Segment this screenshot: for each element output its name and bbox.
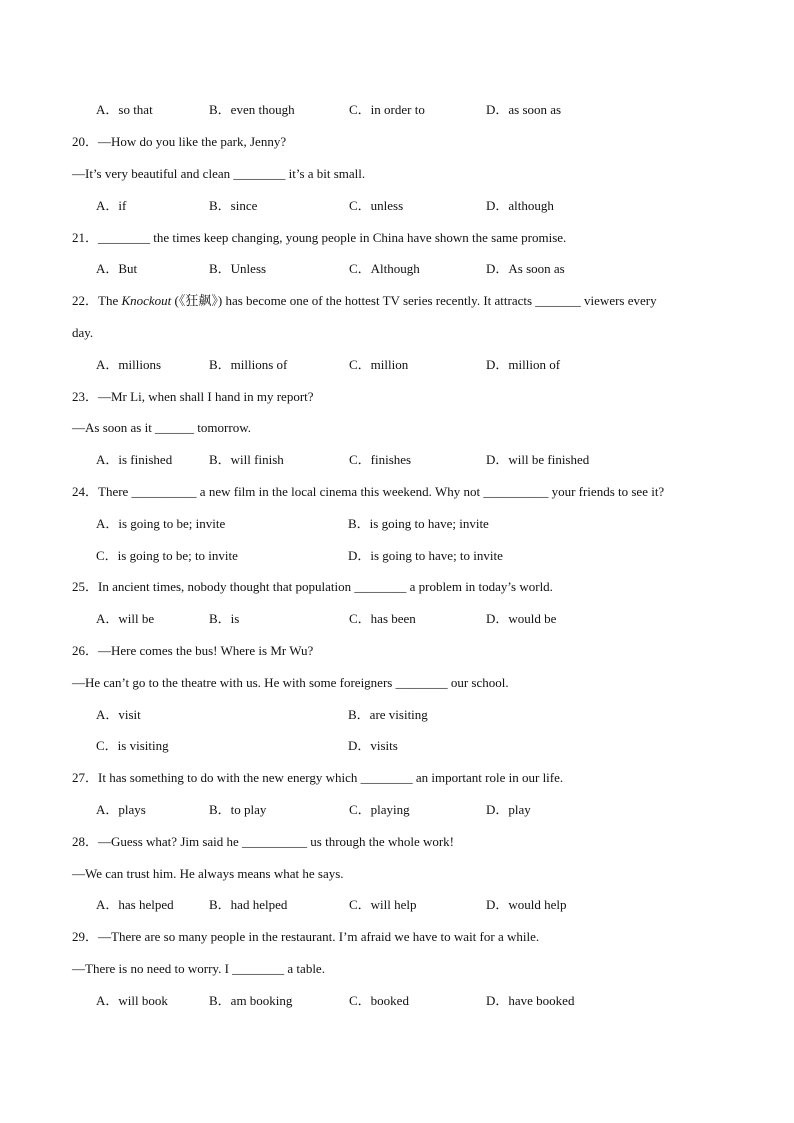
q19-options: [96, 101, 736, 119]
q19-option-b[interactable]: B．even though: [209, 102, 295, 117]
q21-option-d[interactable]: D．As soon as: [486, 261, 565, 276]
q22-option-d[interactable]: D．million of: [486, 357, 561, 372]
q28-stem: 28．—Guess what? Jim said he __________ us through the whole work!: [72, 834, 455, 849]
q22-option-a[interactable]: A．millions: [96, 357, 162, 372]
q25-option-d[interactable]: D．would be: [486, 611, 557, 626]
q29-option-d[interactable]: D．have booked: [486, 993, 575, 1008]
q21-options: [96, 260, 736, 278]
q25-options: [96, 610, 736, 628]
q28-option-b[interactable]: B．had helped: [209, 897, 288, 912]
q22-stem-continued: day.: [72, 325, 94, 340]
q24-option-d[interactable]: D．is going to have; to invite: [348, 548, 503, 563]
q29-option-b[interactable]: B．am booking: [209, 993, 293, 1008]
q25-option-b[interactable]: B．is: [209, 611, 240, 626]
q19-option-c[interactable]: C．in order to: [349, 102, 425, 117]
q27-options: [96, 801, 736, 819]
q22-stem: [72, 292, 657, 310]
q22-stem-post: (《狂飙》) has become one of the hottest TV series recently. It attracts _______ viewers every: [171, 293, 657, 308]
q26-options-row1: [96, 706, 736, 724]
q25-option-c[interactable]: C．has been: [349, 611, 416, 626]
q23-option-a[interactable]: A．is finished: [96, 452, 173, 467]
q20-option-d[interactable]: D．although: [486, 198, 554, 213]
q20-stem: 20．—How do you like the park, Jenny?: [72, 134, 287, 149]
q26-option-c[interactable]: C．is visiting: [96, 738, 169, 753]
q25-stem: 25．In ancient times, nobody thought that population ________ a problem in today’s world.: [72, 579, 553, 594]
q20-option-c[interactable]: C．unless: [349, 198, 404, 213]
q28-option-a[interactable]: A．has helped: [96, 897, 174, 912]
q26-option-d[interactable]: D．visits: [348, 738, 398, 753]
q22-stem-italic: Knockout: [121, 293, 172, 308]
q28-options: [96, 896, 736, 914]
q29-stem-response: —There is no need to worry. I ________ a table.: [72, 961, 325, 976]
q27-option-c[interactable]: C．playing: [349, 802, 410, 817]
q23-stem-response: —As soon as it ______ tomorrow.: [72, 420, 251, 435]
q22-option-b[interactable]: B．millions of: [209, 357, 288, 372]
q21-option-c[interactable]: C．Although: [349, 261, 420, 276]
q22-stem-pre: 22．The: [72, 293, 122, 308]
q21-stem: 21．________ the times keep changing, young people in China have shown the same promise.: [72, 230, 567, 245]
q19-option-d[interactable]: D．as soon as: [486, 102, 562, 117]
q20-options: [96, 197, 736, 215]
q26-option-b[interactable]: B．are visiting: [348, 707, 428, 722]
q26-stem-response: —He can’t go to the theatre with us. He with some foreigners ________ our school.: [72, 675, 509, 690]
q29-option-a[interactable]: A．will book: [96, 993, 168, 1008]
q28-option-d[interactable]: D．would help: [486, 897, 567, 912]
q23-option-d[interactable]: D．will be finished: [486, 452, 590, 467]
q20-stem-response: —It’s very beautiful and clean ________ it’s a bit small.: [72, 166, 366, 181]
q26-option-a[interactable]: A．visit: [96, 707, 141, 722]
q24-option-a[interactable]: A．is going to be; invite: [96, 516, 226, 531]
q28-option-c[interactable]: C．will help: [349, 897, 417, 912]
q29-option-c[interactable]: C．booked: [349, 993, 409, 1008]
q24-option-b[interactable]: B．is going to have; invite: [348, 516, 489, 531]
q24-option-c[interactable]: C．is going to be; to invite: [96, 548, 238, 563]
q26-options-row2: [96, 737, 736, 755]
q29-options: [96, 992, 736, 1010]
q23-options: [96, 451, 736, 469]
q24-options-row1: [96, 515, 736, 533]
q20-option-a[interactable]: A．if: [96, 198, 127, 213]
q19-option-a[interactable]: A．so that: [96, 102, 153, 117]
q20-option-b[interactable]: B．since: [209, 198, 258, 213]
q26-stem: 26．—Here comes the bus! Where is Mr Wu?: [72, 643, 314, 658]
q27-option-d[interactable]: D．play: [486, 802, 531, 817]
q21-option-b[interactable]: B．Unless: [209, 261, 267, 276]
q23-stem: 23．—Mr Li, when shall I hand in my report?: [72, 389, 314, 404]
q21-option-a[interactable]: A．But: [96, 261, 138, 276]
q27-stem: 27．It has something to do with the new energy which ________ an important role in our life.: [72, 770, 564, 785]
q25-option-a[interactable]: A．will be: [96, 611, 155, 626]
q22-options: [96, 356, 736, 374]
q24-stem: 24．There __________ a new film in the local cinema this weekend. Why not __________ your friends to see it?: [72, 484, 665, 499]
q28-stem-response: —We can trust him. He always means what he says.: [72, 866, 344, 881]
q24-options-row2: [96, 547, 736, 565]
q22-option-c[interactable]: C．million: [349, 357, 409, 372]
q23-option-c[interactable]: C．finishes: [349, 452, 412, 467]
q27-option-b[interactable]: B．to play: [209, 802, 267, 817]
q29-stem: 29．—There are so many people in the restaurant. I’m afraid we have to wait for a while.: [72, 929, 540, 944]
q23-option-b[interactable]: B．will finish: [209, 452, 284, 467]
q27-option-a[interactable]: A．plays: [96, 802, 146, 817]
